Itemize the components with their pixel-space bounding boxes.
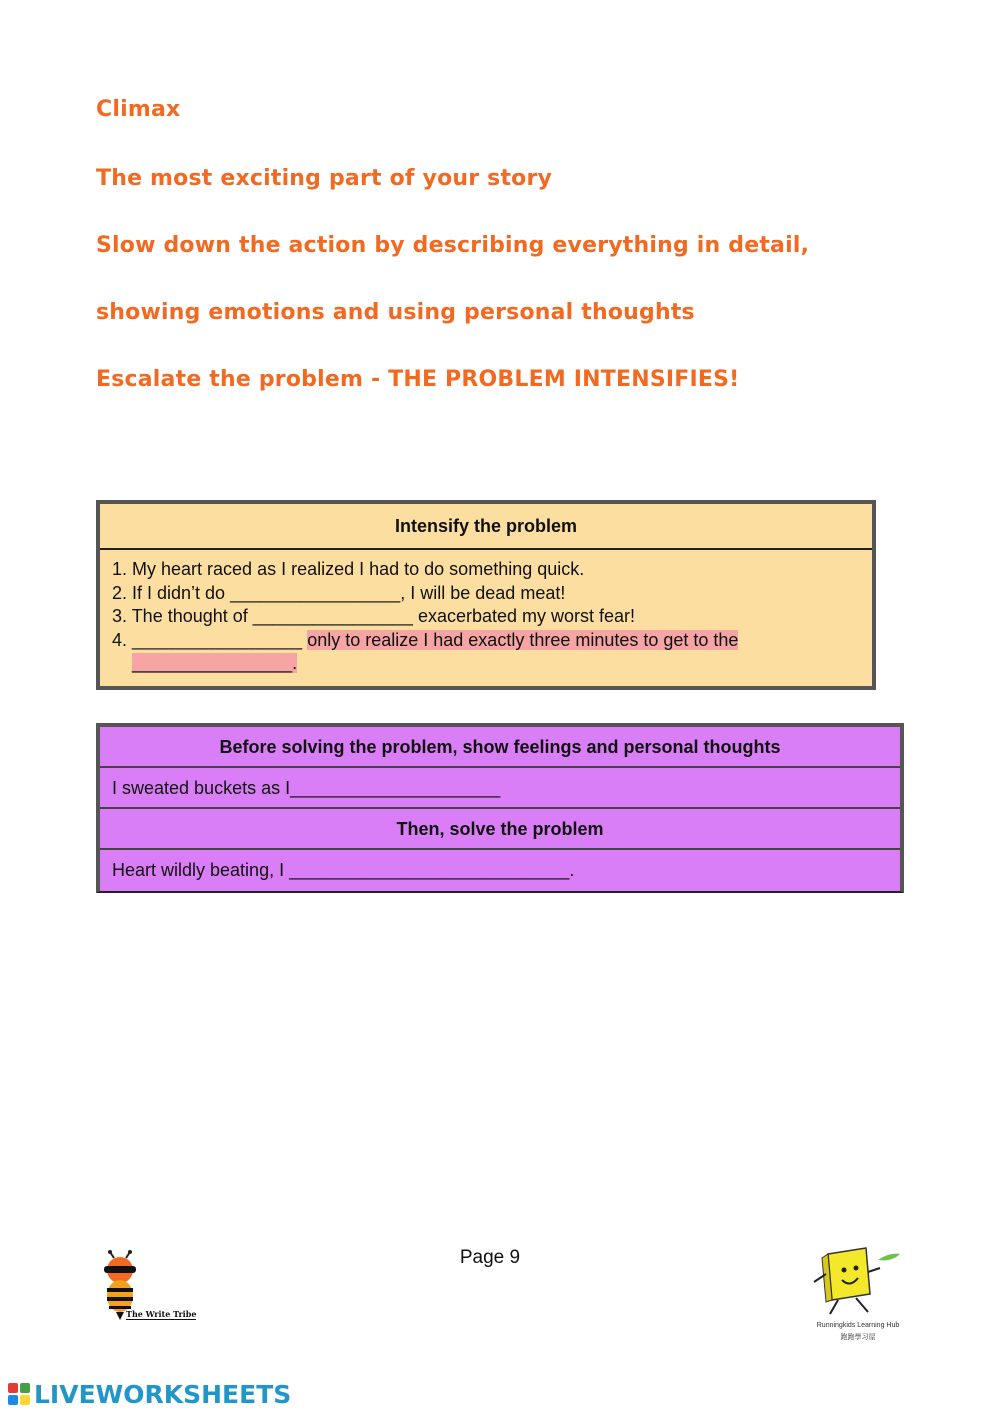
page-number: Page 9 xyxy=(459,1247,521,1268)
intensify-items xyxy=(100,550,872,676)
write-tribe-text: The Write Tribe xyxy=(126,1309,197,1319)
solve-problem-table xyxy=(96,723,904,893)
heading-climax: Climax xyxy=(96,97,181,122)
liveworksheets-brand xyxy=(8,1378,291,1410)
write-tribe-logo xyxy=(96,1250,208,1328)
intensify-item-4-prefix[interactable]: 4. _________________ xyxy=(112,629,308,650)
intensify-item-4-blank[interactable]: ________________. xyxy=(132,653,298,673)
feelings-header: Before solving the problem, show feelings and personal thoughts xyxy=(100,727,900,768)
intensify-item-4-continuation[interactable] xyxy=(112,652,872,676)
intensify-item-4-highlight: only to realize I had exactly three minutes to get to the xyxy=(307,629,739,650)
feelings-answer-row[interactable]: I sweated buckets as I_____________________ xyxy=(100,768,900,809)
runningkids-subtext: 跑跑學习屋 xyxy=(840,1334,876,1341)
intensify-item-4[interactable] xyxy=(112,629,872,653)
intensify-item-2[interactable]: 2. If I didn’t do _________________, I will be dead meat! xyxy=(112,582,566,603)
heading-showing-emotions: showing emotions and using personal thoughts xyxy=(96,300,695,325)
intensify-item-1: 1. My heart raced as I realized I had to do something quick. xyxy=(112,559,585,579)
runningkids-text: Runningkids Learning Hub xyxy=(816,1322,900,1329)
intensify-item-3[interactable]: 3. The thought of ________________ exacerbated my worst fear! xyxy=(112,606,636,626)
running-book-icon xyxy=(808,1242,908,1322)
heading-escalate: Escalate the problem - THE PROBLEM INTENSIFIES! xyxy=(96,367,740,392)
intensify-box-title: Intensify the problem xyxy=(100,504,872,550)
liveworksheets-logo-icon xyxy=(8,1383,30,1405)
solve-answer-row[interactable]: Heart wildly beating, I ____________________________. xyxy=(112,860,575,880)
liveworksheets-text: LIVEWORKSHEETS xyxy=(34,1379,292,1409)
intensify-problem-box xyxy=(96,500,876,690)
runningkids-logo xyxy=(808,1242,908,1342)
solve-header: Then, solve the problem xyxy=(100,809,900,850)
heading-most-exciting: The most exciting part of your story xyxy=(96,166,553,191)
heading-slow-down: Slow down the action by describing everything in detail, xyxy=(96,233,810,258)
